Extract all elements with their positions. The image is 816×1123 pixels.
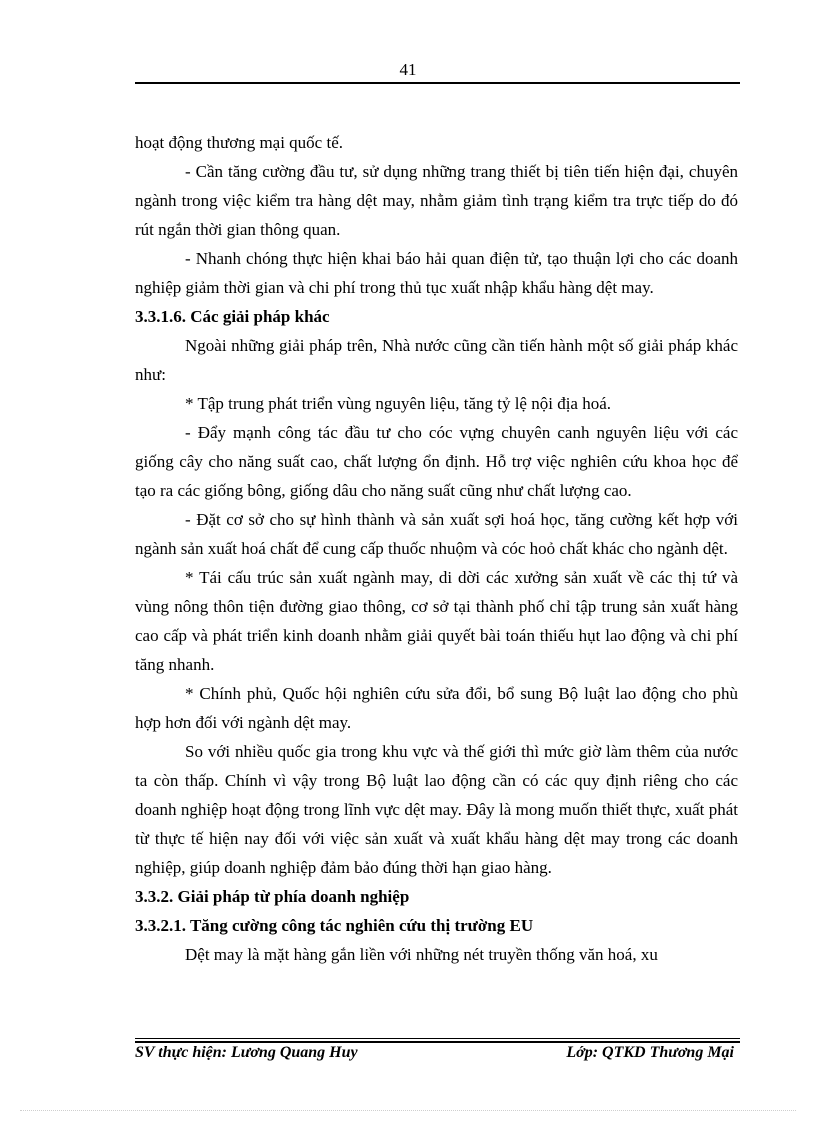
- footer-class: Lớp: QTKD Thương Mại: [566, 1044, 734, 1061]
- section-heading-3-3-2-1: 3.3.2.1. Tăng cường công tác nghiên cứu thị trường EU: [135, 916, 534, 935]
- paragraph-continuation: hoạt động thương mại quốc tế.: [135, 133, 344, 152]
- paragraph-restructuring: * Tái cấu trúc sản xuất ngành may, di dời các xưởng sản xuất về các thị tứ và vùng nông thôn tiện đường giao thông, cơ sở tại thành phố chỉ tập trung sản xuất hàng cao cấp và phát triển kinh doanh nhằm giải quyết bài toán thiếu hụt lao động và chi phí tăng nhanh.: [135, 568, 738, 674]
- footer-rule: [135, 1038, 740, 1043]
- paragraph-textile-tradition: Dệt may là mặt hàng gắn liền với những nét truyền thống văn hoá, xu: [185, 945, 658, 964]
- paragraph-customs-investment: - Cần tăng cường đầu tư, sử dụng những trang thiết bị tiên tiến hiện đại, chuyên ngành trong việc kiểm tra hàng dệt may, nhằm giảm tình trạng kiểm tra trực tiếp do đó rút ngắn thời gian thông quan.: [135, 162, 738, 239]
- paragraph-raw-materials: * Tập trung phát triển vùng nguyên liệu, tăng tỷ lệ nội địa hoá.: [185, 394, 612, 413]
- paragraph-other-solutions: Ngoài những giải pháp trên, Nhà nước cũng cần tiến hành một số giải pháp khác như:: [135, 336, 738, 384]
- section-heading-3-3-2: 3.3.2. Giải pháp từ phía doanh nghiệp: [135, 887, 410, 906]
- body-text: [135, 128, 738, 969]
- footer-author: SV thực hiện: Lương Quang Huy: [135, 1044, 358, 1061]
- paragraph-electronic-customs: - Nhanh chóng thực hiện khai báo hải quan điện tử, tạo thuận lợi cho các doanh nghiệp giảm thời gian và chi phí trong thủ tục xuất nhập khẩu hàng dệt may.: [135, 249, 738, 297]
- page-number: 41: [399, 60, 417, 79]
- paragraph-investment: - Đẩy mạnh công tác đầu tư cho cóc vựng chuyên canh nguyên liệu với các giống cây cho năng suất cao, chất lượng ổn định. Hỗ trợ việc nghiên cứu khoa học để tạo ra các giống bông, giống dâu cho năng suất cũng như chất lượng cao.: [135, 423, 738, 500]
- page-bottom-divider: [20, 1110, 796, 1111]
- paragraph-overtime: So với nhiều quốc gia trong khu vực và thế giới thì mức giờ làm thêm của nước ta còn thấp. Chính vì vậy trong Bộ luật lao động cần có các quy định riêng cho các doanh nghiệp hoạt động trong lĩnh vực dệt may. Đây là mong muốn thiết thực, xuất phát từ thực tế hiện nay đối với việc sản xuất và xuất khẩu hàng dệt may trong các doanh nghiệp, giúp doanh nghiệp đảm bảo đúng thời hạn giao hàng.: [135, 742, 738, 877]
- paragraph-labor-law: * Chính phủ, Quốc hội nghiên cứu sửa đổi, bổ sung Bộ luật lao động cho phù hợp hơn đối với ngành dệt may.: [135, 684, 738, 732]
- header-rule: [135, 82, 740, 84]
- section-heading-3-3-1-6: 3.3.1.6. Các giải pháp khác: [135, 307, 330, 326]
- paragraph-synthetic-fiber: - Đặt cơ sở cho sự hình thành và sản xuất sợi hoá học, tăng cường kết hợp với ngành sản xuất hoá chất để cung cấp thuốc nhuộm và cóc hoỏ chất khác cho ngành dệt.: [135, 510, 738, 558]
